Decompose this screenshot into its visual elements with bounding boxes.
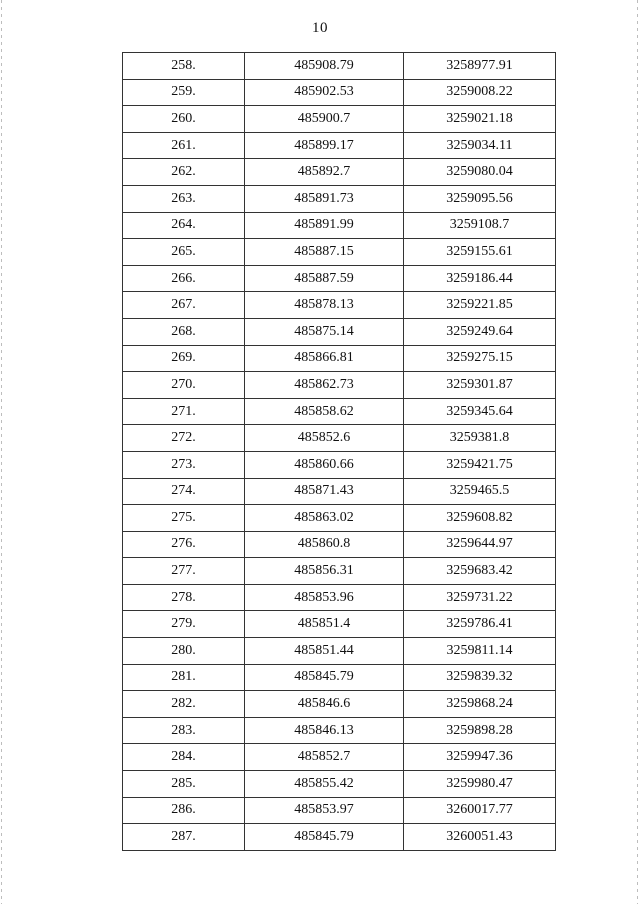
y-coordinate-cell: 3259021.18	[404, 106, 556, 133]
y-coordinate-cell: 3259644.97	[404, 531, 556, 558]
x-coordinate-cell: 485902.53	[245, 79, 404, 106]
table-row	[123, 584, 556, 611]
y-coordinate-cell: 3259839.32	[404, 664, 556, 691]
x-coordinate-cell: 485845.79	[245, 824, 404, 851]
x-coordinate-cell: 485875.14	[245, 318, 404, 345]
point-number-cell: 264.	[123, 212, 245, 239]
point-number-cell: 284.	[123, 744, 245, 771]
point-number-cell: 281.	[123, 664, 245, 691]
point-number-cell: 266.	[123, 265, 245, 292]
x-coordinate-cell: 485860.66	[245, 451, 404, 478]
point-number-cell: 258.	[123, 53, 245, 80]
x-coordinate-cell: 485845.79	[245, 664, 404, 691]
y-coordinate-cell: 3259898.28	[404, 717, 556, 744]
table-row	[123, 717, 556, 744]
point-number-cell: 277.	[123, 558, 245, 585]
x-coordinate-cell: 485908.79	[245, 53, 404, 80]
x-coordinate-cell: 485856.31	[245, 558, 404, 585]
coordinates-table-container	[122, 52, 555, 851]
y-coordinate-cell: 3259980.47	[404, 771, 556, 798]
y-coordinate-cell: 3259381.8	[404, 425, 556, 452]
x-coordinate-cell: 485899.17	[245, 132, 404, 159]
x-coordinate-cell: 485860.8	[245, 531, 404, 558]
y-coordinate-cell: 3260017.77	[404, 797, 556, 824]
x-coordinate-cell: 485858.62	[245, 398, 404, 425]
x-coordinate-cell: 485887.15	[245, 239, 404, 266]
table-row	[123, 531, 556, 558]
table-row	[123, 159, 556, 186]
table-row	[123, 318, 556, 345]
x-coordinate-cell: 485863.02	[245, 505, 404, 532]
point-number-cell: 269.	[123, 345, 245, 372]
point-number-cell: 273.	[123, 451, 245, 478]
y-coordinate-cell: 3259301.87	[404, 372, 556, 399]
y-coordinate-cell: 3259108.7	[404, 212, 556, 239]
point-number-cell: 267.	[123, 292, 245, 319]
y-coordinate-cell: 3259221.85	[404, 292, 556, 319]
x-coordinate-cell: 485891.73	[245, 185, 404, 212]
y-coordinate-cell: 3259947.36	[404, 744, 556, 771]
point-number-cell: 272.	[123, 425, 245, 452]
y-coordinate-cell: 3259275.15	[404, 345, 556, 372]
table-row	[123, 505, 556, 532]
x-coordinate-cell: 485887.59	[245, 265, 404, 292]
x-coordinate-cell: 485851.4	[245, 611, 404, 638]
scan-edge-left	[1, 0, 2, 904]
y-coordinate-cell: 3259034.11	[404, 132, 556, 159]
y-coordinate-cell: 3259608.82	[404, 505, 556, 532]
y-coordinate-cell: 3259786.41	[404, 611, 556, 638]
y-coordinate-cell: 3259186.44	[404, 265, 556, 292]
table-row	[123, 292, 556, 319]
table-row	[123, 106, 556, 133]
table-row	[123, 797, 556, 824]
point-number-cell: 274.	[123, 478, 245, 505]
table-row	[123, 611, 556, 638]
y-coordinate-cell: 3259868.24	[404, 691, 556, 718]
x-coordinate-cell: 485851.44	[245, 638, 404, 665]
y-coordinate-cell: 3259095.56	[404, 185, 556, 212]
table-row	[123, 824, 556, 851]
x-coordinate-cell: 485846.13	[245, 717, 404, 744]
y-coordinate-cell: 3259683.42	[404, 558, 556, 585]
table-row	[123, 398, 556, 425]
x-coordinate-cell: 485900.7	[245, 106, 404, 133]
table-row	[123, 345, 556, 372]
point-number-cell: 270.	[123, 372, 245, 399]
coordinates-table	[122, 52, 556, 851]
point-number-cell: 280.	[123, 638, 245, 665]
x-coordinate-cell: 485862.73	[245, 372, 404, 399]
x-coordinate-cell: 485892.7	[245, 159, 404, 186]
x-coordinate-cell: 485853.97	[245, 797, 404, 824]
x-coordinate-cell: 485891.99	[245, 212, 404, 239]
x-coordinate-cell: 485871.43	[245, 478, 404, 505]
table-row	[123, 691, 556, 718]
point-number-cell: 271.	[123, 398, 245, 425]
point-number-cell: 265.	[123, 239, 245, 266]
point-number-cell: 279.	[123, 611, 245, 638]
point-number-cell: 276.	[123, 531, 245, 558]
point-number-cell: 283.	[123, 717, 245, 744]
point-number-cell: 262.	[123, 159, 245, 186]
table-row	[123, 744, 556, 771]
x-coordinate-cell: 485852.6	[245, 425, 404, 452]
point-number-cell: 260.	[123, 106, 245, 133]
x-coordinate-cell: 485878.13	[245, 292, 404, 319]
y-coordinate-cell: 3259008.22	[404, 79, 556, 106]
y-coordinate-cell: 3259421.75	[404, 451, 556, 478]
y-coordinate-cell: 3259080.04	[404, 159, 556, 186]
point-number-cell: 278.	[123, 584, 245, 611]
table-row	[123, 185, 556, 212]
point-number-cell: 263.	[123, 185, 245, 212]
table-row	[123, 265, 556, 292]
table-row	[123, 372, 556, 399]
table-row	[123, 478, 556, 505]
coordinates-table-body	[123, 53, 556, 851]
table-row	[123, 53, 556, 80]
point-number-cell: 287.	[123, 824, 245, 851]
y-coordinate-cell: 3260051.43	[404, 824, 556, 851]
point-number-cell: 268.	[123, 318, 245, 345]
point-number-cell: 286.	[123, 797, 245, 824]
y-coordinate-cell: 3259731.22	[404, 584, 556, 611]
x-coordinate-cell: 485852.7	[245, 744, 404, 771]
point-number-cell: 259.	[123, 79, 245, 106]
y-coordinate-cell: 3259465.5	[404, 478, 556, 505]
x-coordinate-cell: 485846.6	[245, 691, 404, 718]
y-coordinate-cell: 3259811.14	[404, 638, 556, 665]
table-row	[123, 132, 556, 159]
y-coordinate-cell: 3259345.64	[404, 398, 556, 425]
page-number: 10	[312, 20, 328, 36]
y-coordinate-cell: 3259155.61	[404, 239, 556, 266]
table-row	[123, 638, 556, 665]
y-coordinate-cell: 3258977.91	[404, 53, 556, 80]
table-row	[123, 771, 556, 798]
y-coordinate-cell: 3259249.64	[404, 318, 556, 345]
point-number-cell: 282.	[123, 691, 245, 718]
table-row	[123, 239, 556, 266]
table-row	[123, 79, 556, 106]
x-coordinate-cell: 485853.96	[245, 584, 404, 611]
point-number-cell: 261.	[123, 132, 245, 159]
scan-edge-right	[637, 0, 638, 904]
table-row	[123, 425, 556, 452]
table-row	[123, 558, 556, 585]
table-row	[123, 451, 556, 478]
point-number-cell: 275.	[123, 505, 245, 532]
table-row	[123, 664, 556, 691]
point-number-cell: 285.	[123, 771, 245, 798]
x-coordinate-cell: 485866.81	[245, 345, 404, 372]
x-coordinate-cell: 485855.42	[245, 771, 404, 798]
table-row	[123, 212, 556, 239]
